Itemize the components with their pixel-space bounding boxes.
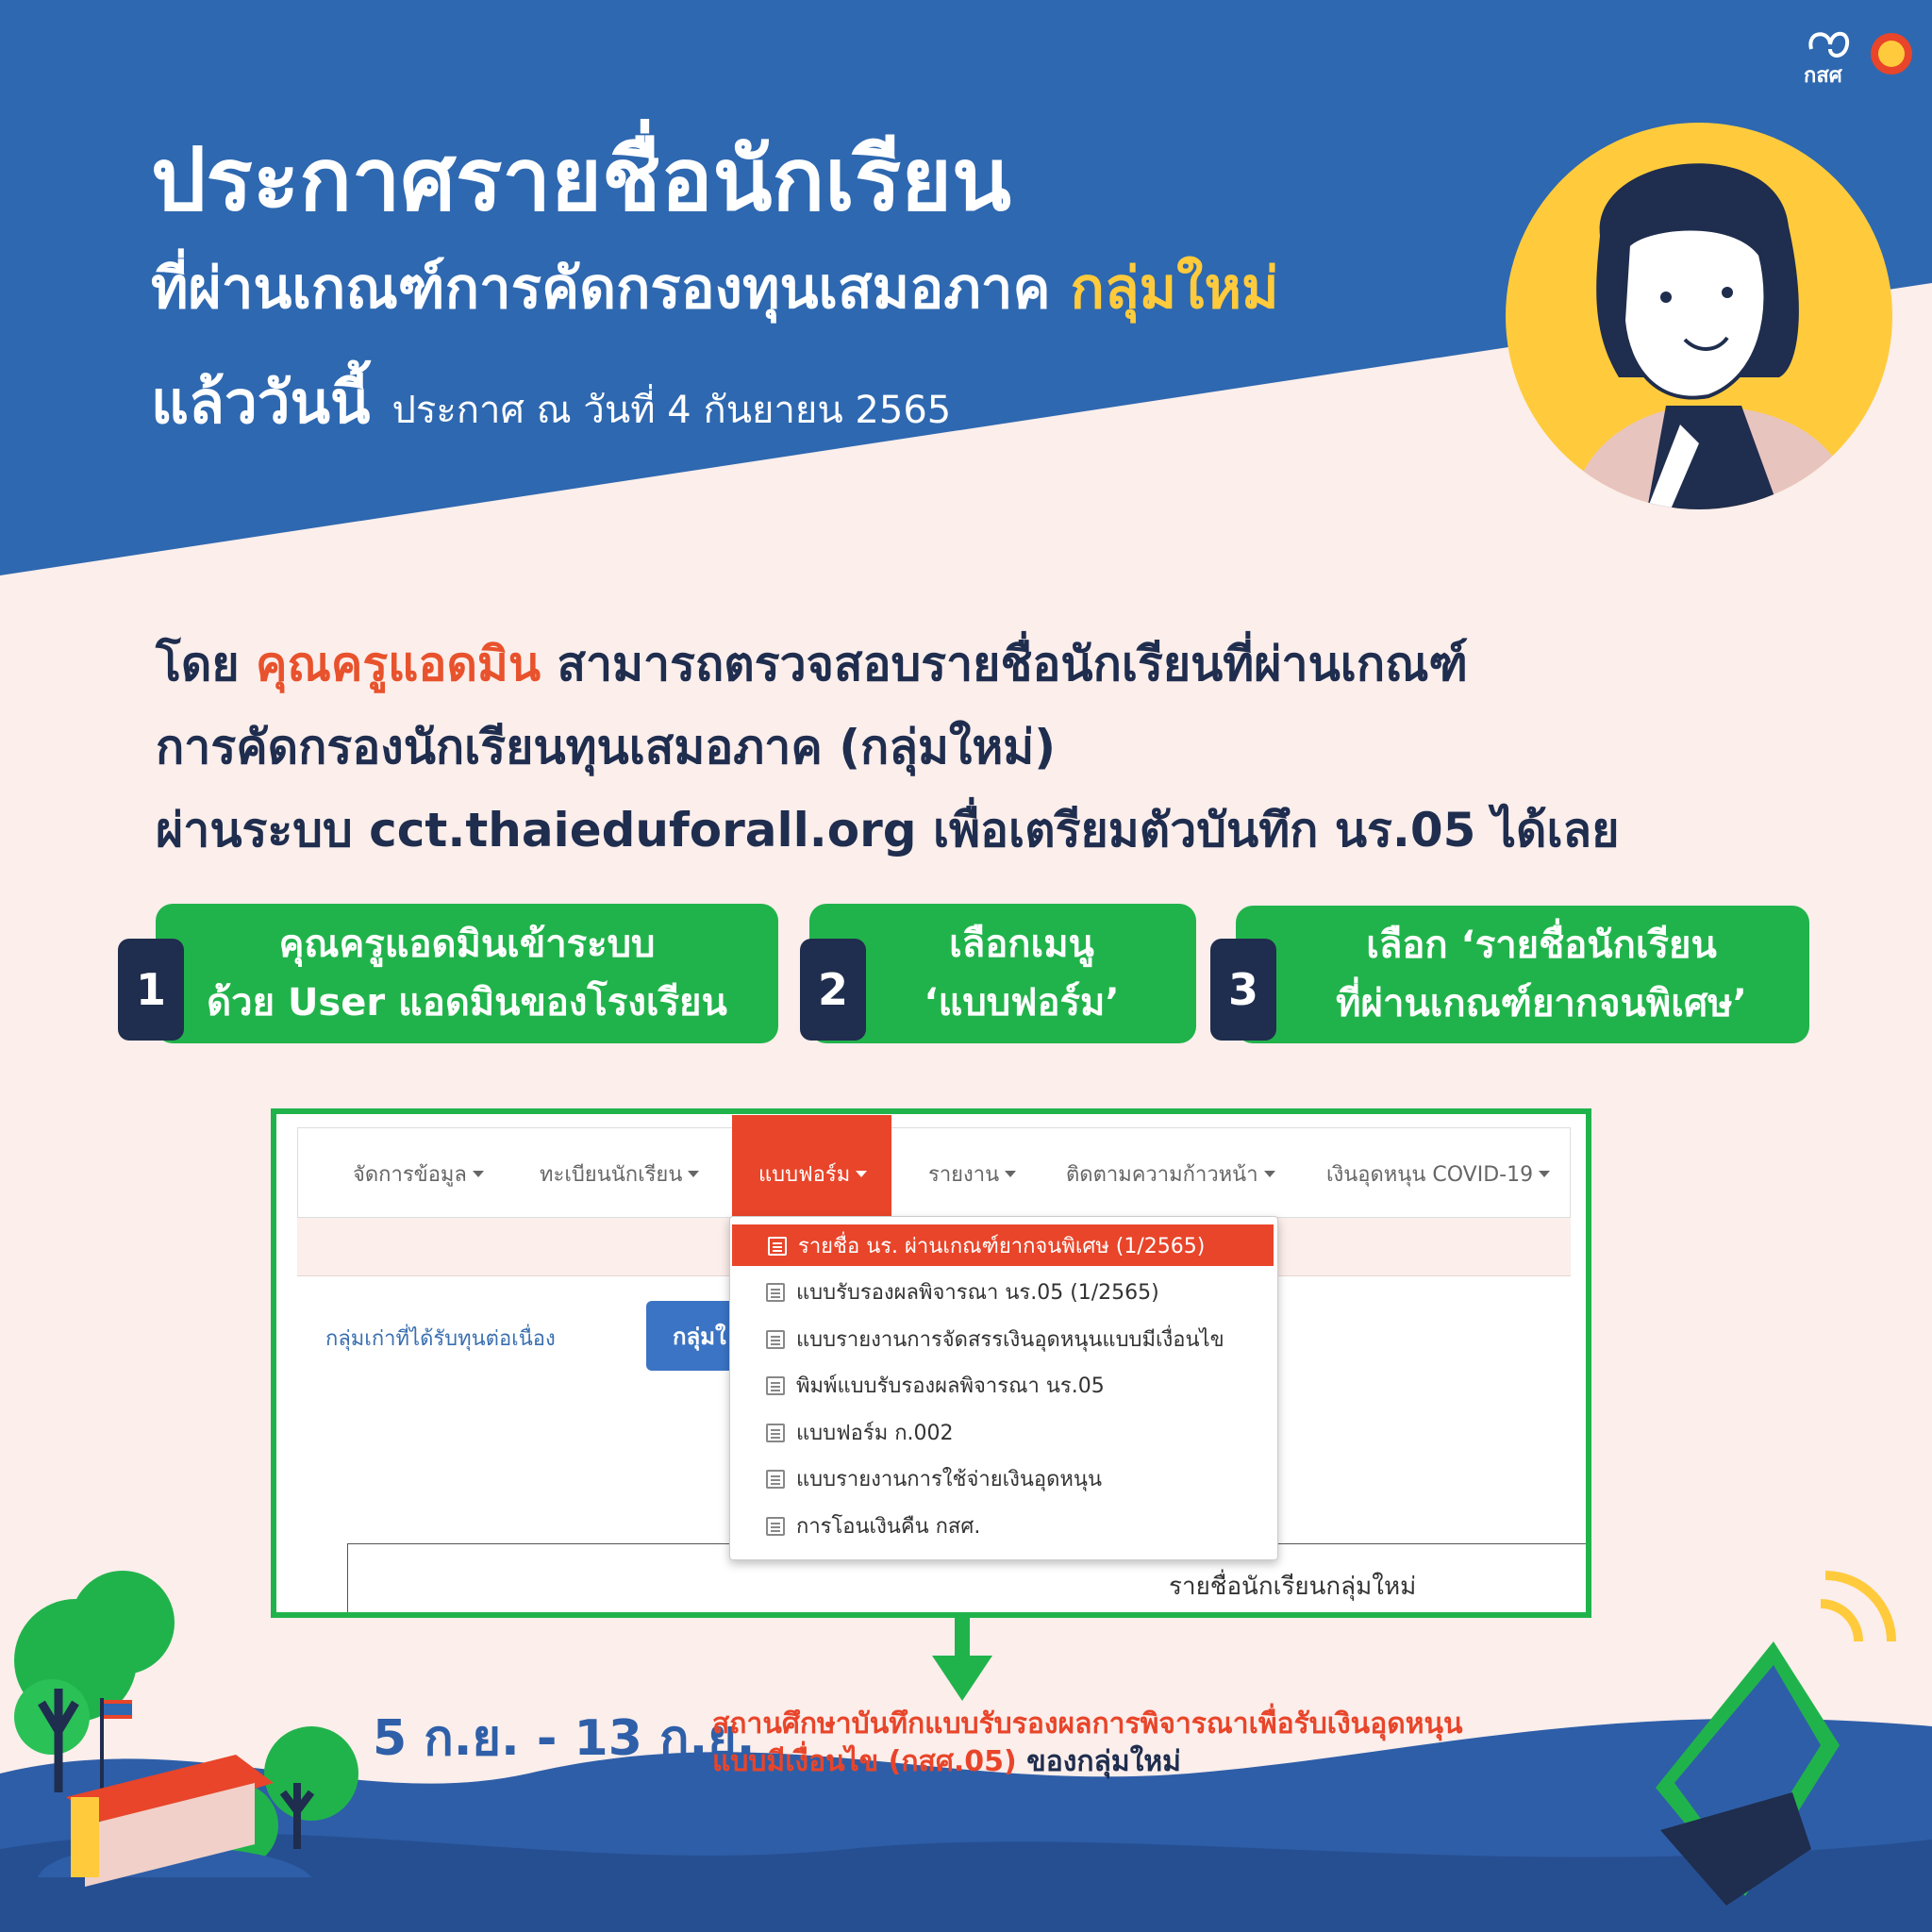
dropdown-item[interactable] [732, 1224, 1274, 1266]
desc-line-2-red: แบบมีเงื่อนไข (กสศ.05) [712, 1745, 1017, 1778]
dropdown-item-label: แบบรับรองผลพิจารณา นร.05 (1/2565) [796, 1280, 1159, 1305]
intro-highlight: คุณครูแอดมิน [256, 637, 541, 691]
step-3-line-2: ที่ผ่านเกณฑ์ยากจนพิเศษ’ [1336, 982, 1747, 1025]
caret-down-icon [473, 1171, 484, 1177]
intro-paragraph [156, 623, 1816, 872]
caret-down-icon [1264, 1171, 1275, 1177]
nav-student-registry[interactable] [540, 1128, 699, 1219]
intro-line1-rest: สามารถตรวจสอบรายชื่อนักเรียนที่ผ่านเกณฑ์ [557, 637, 1469, 691]
nav-student-registry-label: ทะเบียนนักเรียน [540, 1162, 683, 1187]
step-3-box [1236, 906, 1809, 1043]
nav-manage-data[interactable] [353, 1128, 484, 1219]
forms-dropdown-menu [729, 1216, 1278, 1560]
document-icon [766, 1424, 785, 1442]
intro-prefix: โดย [156, 637, 240, 691]
step-1-number: 1 [118, 939, 184, 1041]
desc-line-2 [712, 1743, 1462, 1781]
date-range: 5 ก.ย. - 13 ก.ย. [373, 1710, 756, 1767]
deadline-description [712, 1706, 1462, 1781]
dropdown-item-label: พิมพ์แบบรับรองผลพิจารณา นร.05 [796, 1374, 1105, 1398]
page-title: ประกาศรายชื่อนักเรียน [151, 129, 1011, 230]
document-icon [766, 1283, 785, 1302]
caret-down-icon [1539, 1171, 1550, 1177]
arrow-down-icon [924, 1618, 1000, 1703]
document-icon [766, 1470, 785, 1489]
desc-line-1: สถานศึกษาบันทึกแบบรับรองผลการพิจารณาเพื่อรับเงินอุดหนุน [712, 1707, 1463, 1740]
document-icon [768, 1237, 787, 1256]
nav-reports-label: รายงาน [928, 1162, 1000, 1187]
caret-down-icon [856, 1171, 867, 1177]
step-2-box [809, 904, 1196, 1043]
logo-text: กสศ [1804, 64, 1842, 88]
dropdown-item-label: แบบรายงานการจัดสรรเงินอุดหนุนแบบมีเงื่อนไข [796, 1327, 1224, 1352]
dropdown-item[interactable] [730, 1457, 1277, 1499]
teacher-avatar-illustration [1506, 123, 1892, 509]
document-icon [766, 1330, 785, 1349]
dropdown-item[interactable] [730, 1318, 1277, 1359]
intro-line-2: การคัดกรองนักเรียนทุนเสมอภาค (กลุ่มใหม่) [156, 720, 1057, 774]
subtitle-highlight: กลุ่มใหม่ [1070, 256, 1279, 322]
subtitle-now: แล้ววันนี้ [151, 368, 371, 437]
step-2-line-1: เลือกเมนู [949, 923, 1094, 966]
nav-reports[interactable] [928, 1128, 1016, 1219]
step-3-line-1: เลือก ‘รายชื่อนักเรียน [1366, 924, 1717, 967]
dropdown-item-label: รายชื่อ นร. ผ่านเกณฑ์ยากจนพิเศษ (1/2565) [798, 1234, 1206, 1258]
dropdown-item[interactable] [730, 1271, 1277, 1312]
caret-down-icon [1005, 1171, 1016, 1177]
step-2-line-2: ‘แบบฟอร์ม’ [924, 981, 1120, 1024]
new-group-button-label: กลุ่มใ [673, 1323, 726, 1350]
nav-forms-label: แบบฟอร์ม [758, 1162, 851, 1187]
dropdown-item-label: แบบฟอร์ม ก.002 [796, 1421, 954, 1445]
step-1-box [156, 904, 778, 1043]
system-screenshot-frame [271, 1108, 1591, 1618]
page-subtitle [151, 255, 1279, 323]
dropdown-item-label: การโอนเงินคืน กสศ. [796, 1514, 981, 1539]
step-1-line-1: คุณครูแอดมินเข้าระบบ [278, 923, 656, 966]
document-icon [766, 1376, 785, 1395]
nav-forms[interactable] [732, 1115, 891, 1219]
announce-date: ประกาศ ณ วันที่ 4 กันยายน 2565 [391, 389, 952, 432]
step-1-line-2: ด้วย User แอดมินของโรงเรียน [207, 981, 727, 1024]
nav-covid-subsidy-label: เงินอุดหนุน COVID-19 [1326, 1162, 1534, 1187]
caret-down-icon [688, 1171, 699, 1177]
dropdown-item-label: แบบรายงานการใช้จ่ายเงินอุดหนุน [796, 1467, 1102, 1491]
subtitle-text: ที่ผ่านเกณฑ์การคัดกรองทุนเสมอภาค [151, 256, 1051, 322]
dropdown-item[interactable] [730, 1505, 1277, 1546]
nav-manage-data-label: จัดการข้อมูล [353, 1162, 467, 1187]
document-icon [766, 1517, 785, 1536]
nav-progress-tracking[interactable] [1066, 1128, 1275, 1219]
page-subtitle-2 [151, 357, 951, 449]
nav-covid-subsidy[interactable] [1326, 1128, 1550, 1219]
step-3-number: 3 [1210, 939, 1276, 1041]
dropdown-item[interactable] [730, 1411, 1277, 1453]
desc-line-2-dark: ของกลุ่มใหม่ [1026, 1745, 1181, 1778]
top-navbar [297, 1127, 1571, 1218]
intro-line-3: ผ่านระบบ cct.thaieduforall.org เพื่อเตรียมตัวบันทึก นร.05 ได้เลย [156, 803, 1620, 858]
old-group-link[interactable]: กลุ่มเก่าที่ได้รับทุนต่อเนื่อง [325, 1327, 556, 1351]
table-title: รายชื่อนักเรียนกลุ่มใหม่ [1169, 1573, 1417, 1601]
intro-line-1 [156, 623, 1816, 706]
nav-progress-tracking-label: ติดตามความก้าวหน้า [1066, 1162, 1258, 1187]
dropdown-item[interactable] [730, 1364, 1277, 1406]
step-2-number: 2 [800, 939, 866, 1041]
